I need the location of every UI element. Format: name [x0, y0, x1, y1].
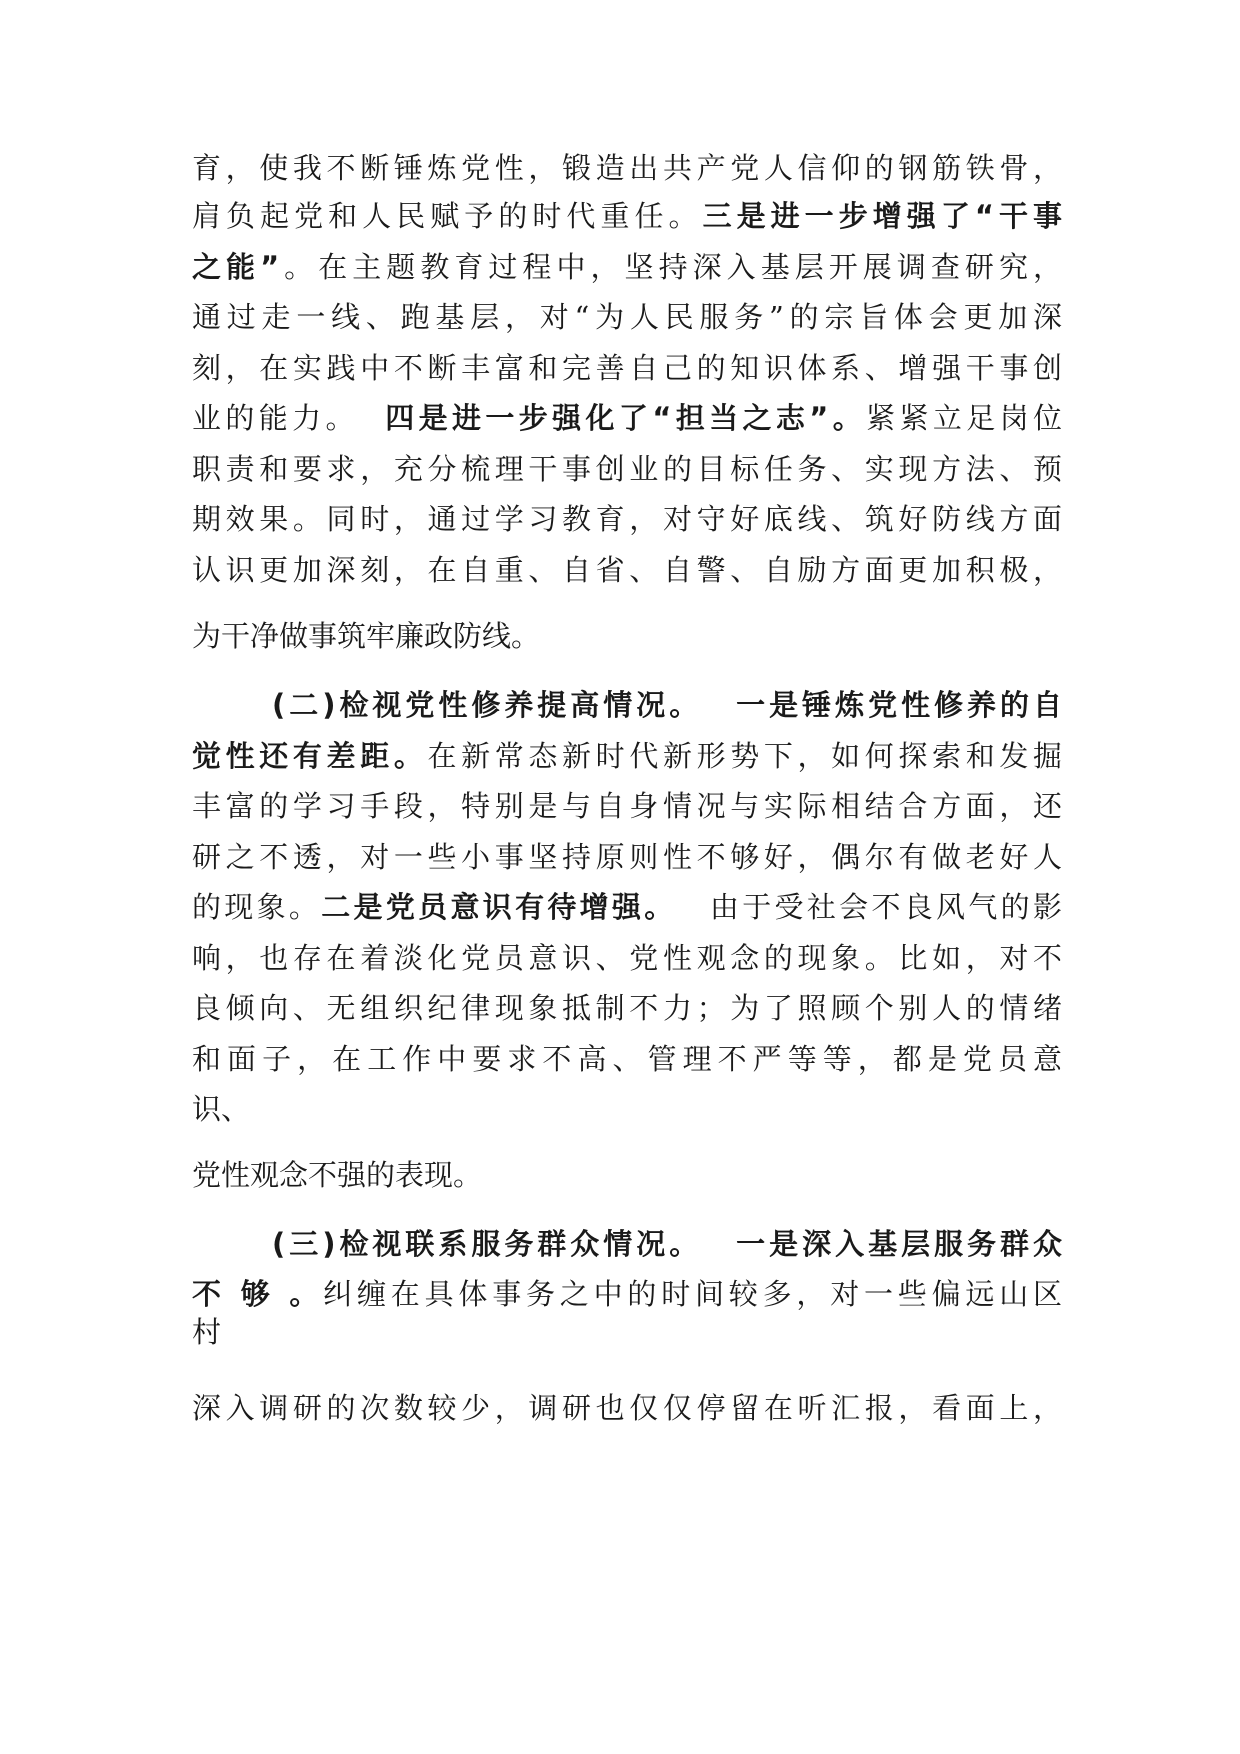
text-segment: 和面子，在工作中要求不高、管理不严等等，都是党员意: [192, 1042, 1062, 1076]
text-line-13: [192, 784, 1062, 828]
text-line-10: [192, 614, 1062, 658]
text-segment: 认识更加深刻，在自重、自省、自警、自励方面更加积极，: [192, 553, 1062, 587]
text-line-4: [192, 295, 1062, 339]
text-segment: 业的能力。: [192, 401, 359, 435]
text-segment: 党性观念不强的表现。: [192, 1158, 483, 1192]
text-line-6: [192, 396, 1062, 440]
text-segment: 响，也存在着淡化党员意识、党性观念的现象。比如，对不: [192, 941, 1062, 975]
text-segment: 。在主题教育过程中，坚持深入基层开展调查研究，: [279, 250, 1062, 284]
text-segment: 紧紧立足岗位: [866, 401, 1062, 435]
section-three-heading-line: [272, 1222, 1062, 1266]
bold-point-one-section-three-end: 不 够 。: [192, 1277, 324, 1311]
text-segment: 的现象。: [192, 890, 322, 924]
bold-heading-three-end: 之能”: [192, 250, 280, 284]
text-segment: 职责和要求，充分梳理干事创业的目标任务、实现方法、预: [192, 452, 1062, 486]
bold-heading-four: 四是进一步强化了“担当之志”。: [380, 401, 867, 435]
text-line-15: [192, 885, 1062, 929]
text-segment: 为干净做事筑牢廉政防线。: [192, 619, 541, 653]
text-line-23: [192, 1310, 1062, 1354]
bold-point-one-section-three: 一是深入基层服务群众: [732, 1227, 1062, 1261]
text-segment: 在新常态新时代新形势下，如何探索和发掘: [427, 739, 1062, 773]
section-two-heading: (二)检视党性修养提高情况。: [272, 688, 703, 722]
text-segment: 通过走一线、跑基层，对“为人民服务”的宗旨体会更加深: [192, 300, 1062, 334]
text-line-7: [192, 447, 1062, 491]
text-line-3: [192, 245, 1062, 289]
text-line-20: [192, 1153, 1062, 1197]
bold-point-one: 一是锤炼党性修养的自: [732, 688, 1062, 722]
bold-point-one-end: 觉性还有差距。: [192, 739, 428, 773]
text-line-9: [192, 548, 1062, 592]
text-line-17: [192, 986, 1062, 1030]
section-two-heading-line: [272, 683, 1062, 727]
text-segment: 肩负起党和人民赋予的时代重任。: [192, 199, 703, 233]
text-line-18: [192, 1037, 1062, 1081]
section-three-heading: (三)检视联系服务群众情况。: [272, 1227, 703, 1261]
text-segment: 识、: [192, 1092, 251, 1126]
bold-heading-three: 三是进一步增强了“干事: [702, 199, 1062, 233]
text-segment: 丰富的学习手段，特别是与自身情况与实际相结合方面，还: [192, 789, 1062, 823]
text-segment: 刻，在实践中不断丰富和完善自己的知识体系、增强干事创: [192, 351, 1062, 385]
text-line-19: [192, 1087, 1062, 1131]
text-segment: 村: [192, 1315, 222, 1349]
text-segment: 研之不透，对一些小事坚持原则性不够好，偶尔有做老好人: [192, 840, 1062, 874]
text-line-12: [192, 734, 1062, 778]
text-line-14: [192, 835, 1062, 879]
text-segment: 育，使我不断锤炼党性，锻造出共产党人信仰的钢筋铁骨，: [192, 151, 1062, 185]
text-segment: 良倾向、无组织纪律现象抵制不力；为了照顾个别人的情绪: [192, 991, 1062, 1025]
text-line-24: [192, 1386, 1062, 1430]
text-segment: 纠缠在具体事务之中的时间较多，对一些偏远山区: [323, 1277, 1062, 1311]
text-segment: 由于受社会不良风气的影: [706, 890, 1062, 924]
text-segment: 深入调研的次数较少，调研也仅仅停留在听汇报，看面上，: [192, 1391, 1062, 1425]
text-line-1: [192, 146, 1062, 190]
text-line-8: [192, 497, 1062, 541]
bold-point-two: 二是党员意识有待增强。: [321, 890, 677, 924]
text-line-2: [192, 194, 1062, 238]
text-line-16: [192, 936, 1062, 980]
text-segment: 期效果。同时，通过学习教育，对守好底线、筑好防线方面: [192, 502, 1062, 536]
text-line-5: [192, 346, 1062, 390]
